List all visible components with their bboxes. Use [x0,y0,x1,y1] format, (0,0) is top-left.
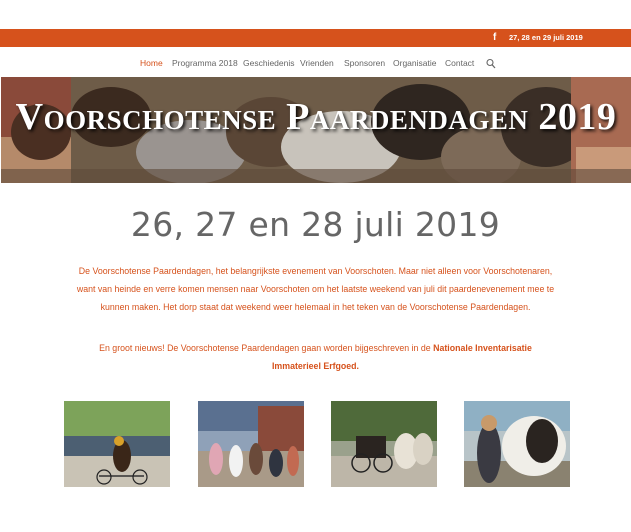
hero-title: Voorschotense Paardendagen 2019 [15,96,617,138]
facebook-icon[interactable]: f [493,32,497,43]
gallery-photo-harness-racing[interactable] [64,401,170,487]
top-bar-dates: 27, 28 en 29 juli 2019 [509,33,583,42]
nav-item-geschiedenis[interactable]: Geschiedenis [243,58,295,68]
nav-item-vrienden[interactable]: Vrienden [300,58,334,68]
intro-paragraph: De Voorschotense Paardendagen, het belangrijkste evenement van Voorschoten. Maar niet alleen voor Voorschotenaren, want van heinde en verre komen mensen naar Voorschoten om het laatste weekend van juli dit paardenevenement mee te kunnen maken. Het dorp staat dat weekend weer helemaal in het teken van de Voorschotense Paardendagen. [76,266,555,312]
top-bar [0,29,631,47]
nav-item-programma[interactable]: Programma 2018 [172,58,238,68]
gallery-photo-carriage[interactable] [331,401,437,487]
main-nav [0,56,631,72]
nav-item-contact[interactable]: Contact [445,58,475,68]
page-heading: 26, 27 en 28 juli 2019 [130,205,501,244]
search-icon[interactable] [486,57,496,69]
news-text: En groot nieuws! De Voorschotense Paardendagen gaan worden bijgeschreven in de [99,343,434,353]
hero-banner [1,77,631,183]
nav-item-home[interactable]: Home [140,58,163,68]
nav-item-sponsoren[interactable]: Sponsoren [344,58,386,68]
gallery-photo-horse-grooming[interactable] [464,401,570,487]
gallery-photo-crowd[interactable] [198,401,304,487]
news-link[interactable]: Nationale Inventarisatie Immaterieel Erfgoed. [271,343,532,371]
news-paragraph [74,339,557,375]
nav-item-organisatie[interactable]: Organisatie [393,58,437,68]
